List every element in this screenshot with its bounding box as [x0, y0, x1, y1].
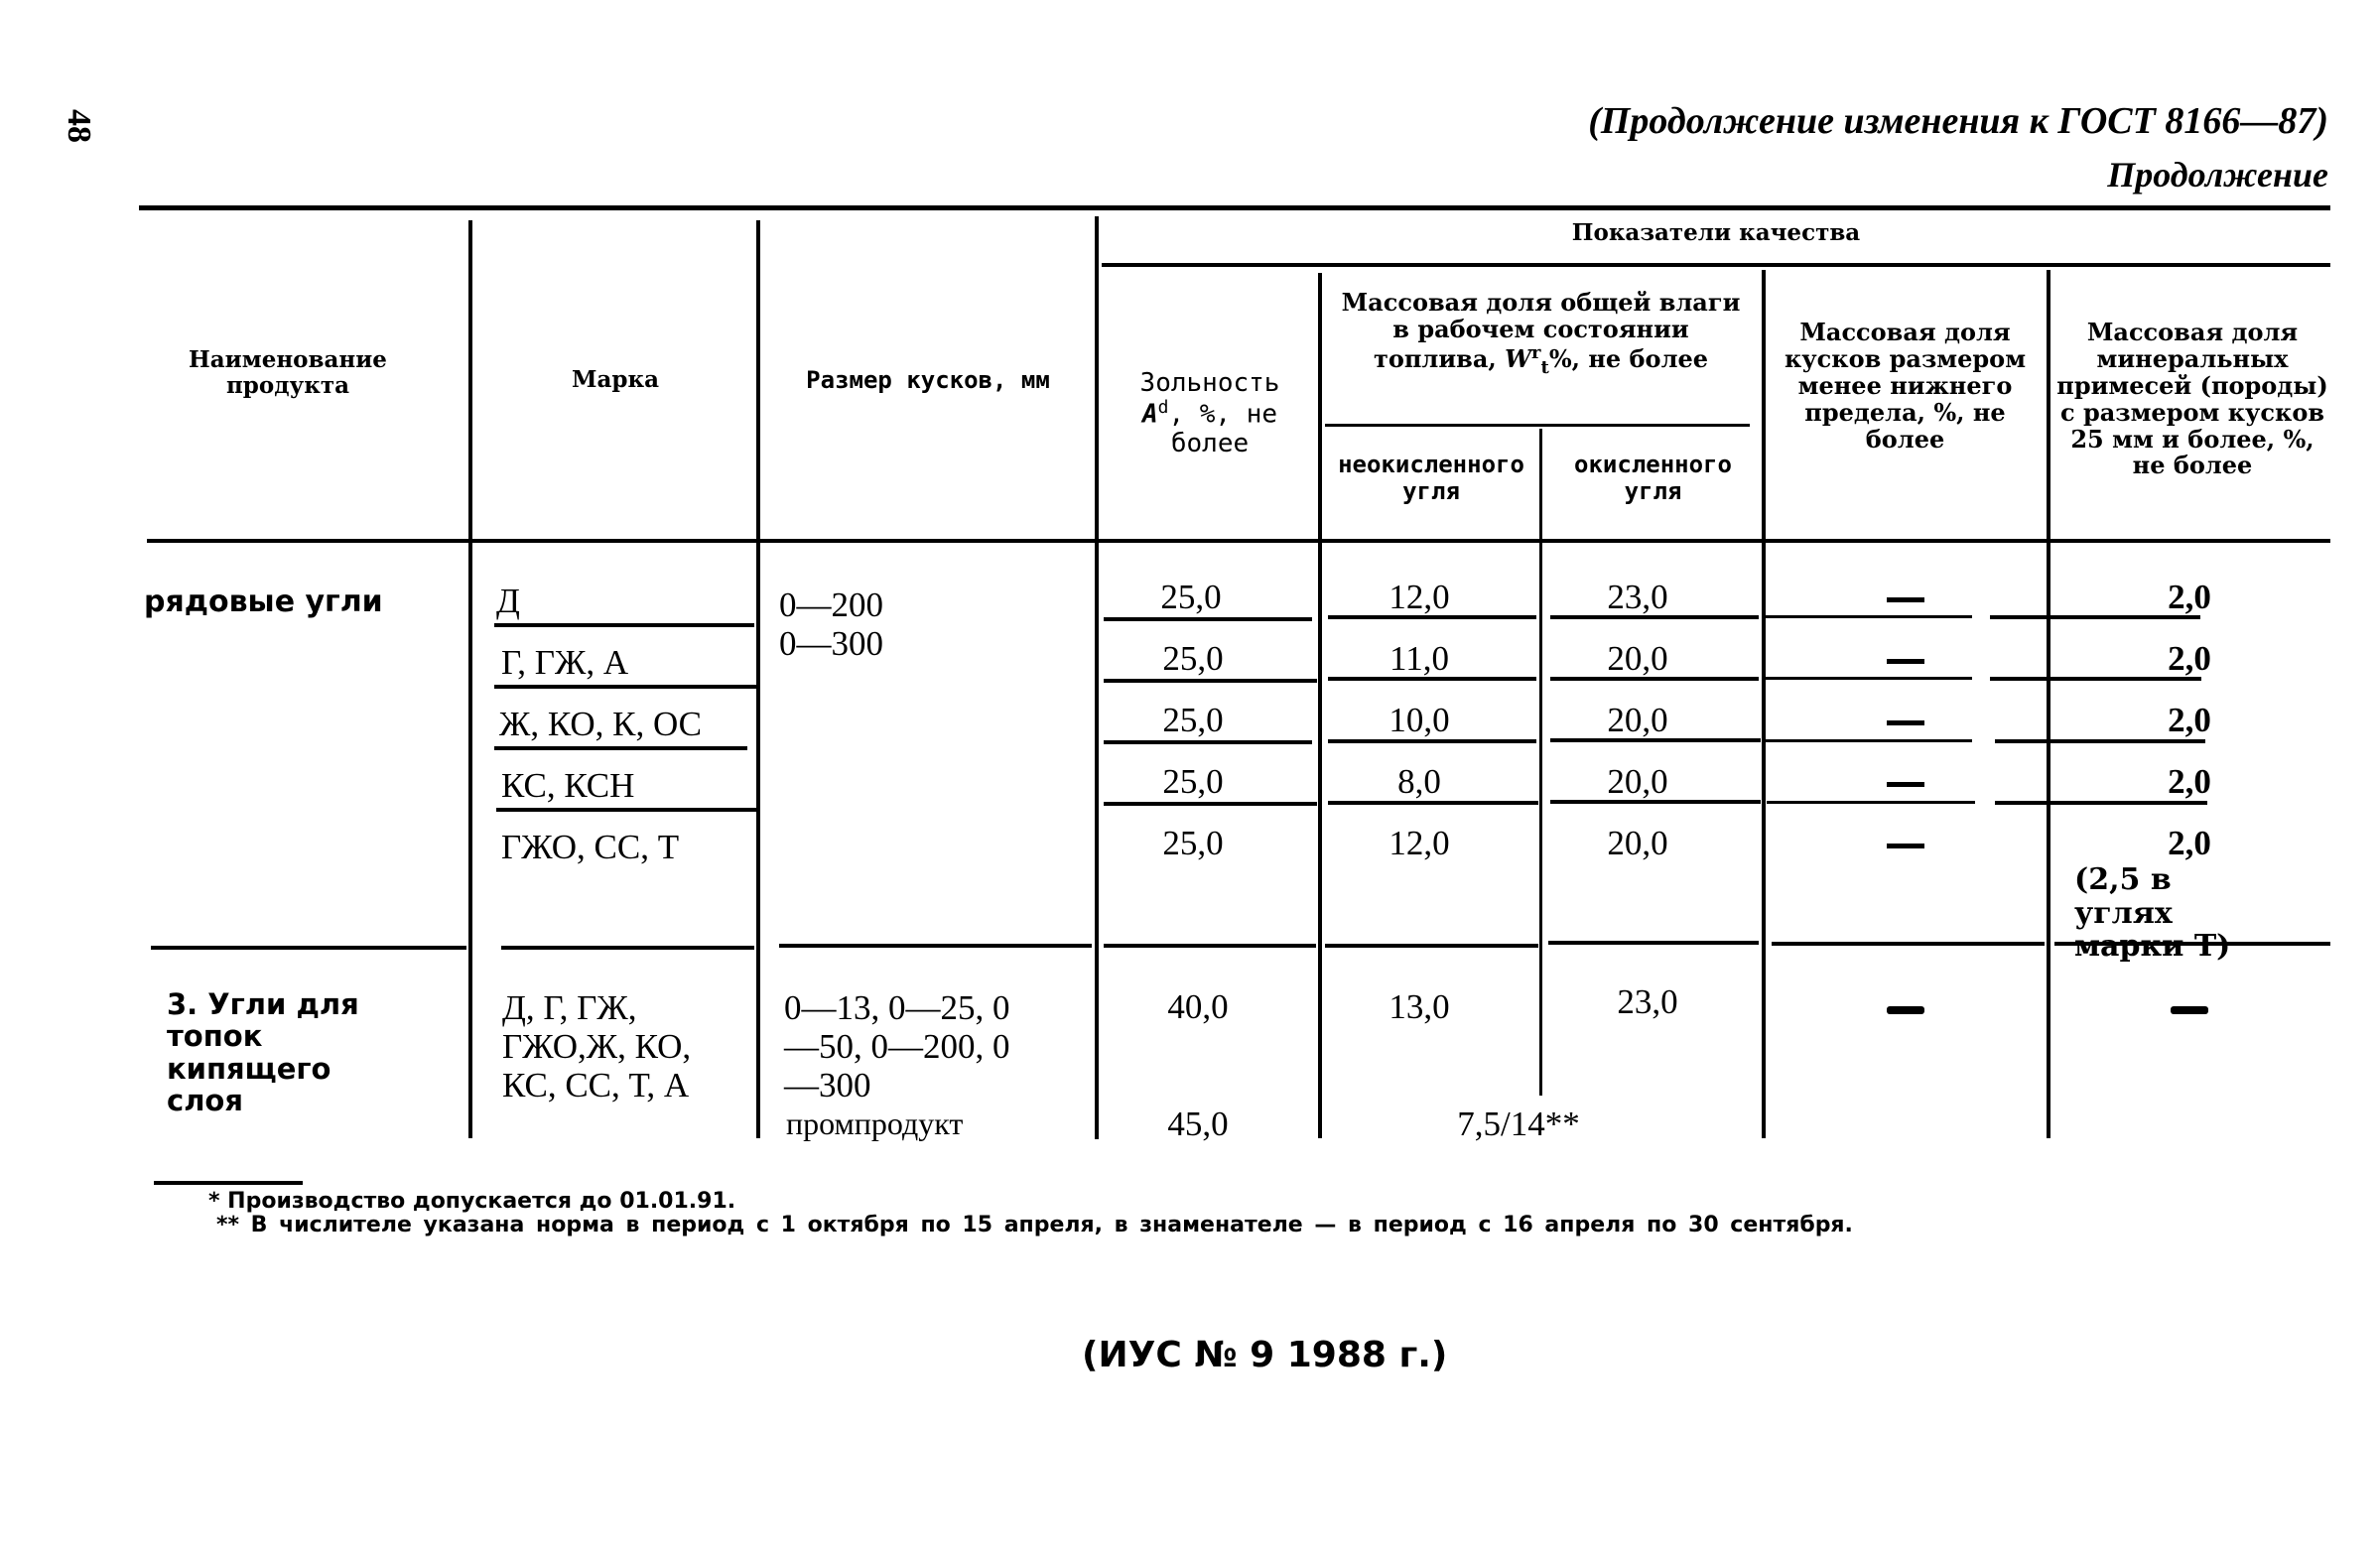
ash-value: 25,0 [1160, 578, 1222, 616]
grade: Ж, КО, К, ОС [499, 705, 703, 743]
table-top-rule [139, 205, 2330, 210]
moisture-unox-value: 11,0 [1389, 639, 1449, 678]
mineral-value: 2,0 [2168, 639, 2211, 678]
header-quality-indicators: Показатели качества [1571, 219, 1861, 246]
dash-icon [1887, 844, 1924, 848]
moisture-unox-value: 8,0 [1397, 762, 1441, 801]
grade: Г, ГЖ, А [501, 643, 629, 682]
dash-icon [1887, 1006, 1924, 1014]
header-ash: Зольность $A^d$, %, не более [1139, 368, 1280, 458]
group2-grades: Д, Г, ГЖ, ГЖО,Ж, КО, КС, СС, Т, А [502, 988, 692, 1105]
moisture-ox-value: 20,0 [1607, 701, 1668, 739]
continuation-label: Продолжение [2107, 155, 2328, 195]
footnote-2: ** В числителе указана норма в период с 1 октября по 15 апреля, в знаменателе — в период с 16 апреля по 30 сентября. [216, 1213, 1853, 1237]
header-moisture-unoxidized: неокисленного угля [1338, 451, 1524, 505]
col-divider-4 [1318, 273, 1322, 1138]
mineral-value: 2,0 [2168, 824, 2211, 862]
header-bottom-rule [147, 539, 2330, 543]
quality-group-rule [1102, 263, 2330, 267]
group2-mineral [2050, 987, 2328, 1026]
footnote-rule [154, 1181, 303, 1185]
moisture-ox-value: 23,0 [1607, 578, 1668, 616]
dash-icon [1887, 782, 1924, 787]
group2-product: 3. Угли для топок кипящего слоя [167, 987, 359, 1118]
footnote-1: * Производство допускается до 01.01.91. [208, 1189, 736, 1214]
col-divider-6 [1762, 270, 1766, 1138]
header-moisture-oxidized: окисленного угля [1574, 451, 1732, 505]
moisture-ox-value: 20,0 [1607, 824, 1668, 862]
source-reference: (ИУС № 9 1988 г.) [1082, 1335, 1448, 1375]
grade: ГЖО, СС, Т [501, 828, 680, 866]
moisture-sub-rule [1325, 424, 1750, 427]
page-number: 48 [61, 109, 97, 143]
col-divider-5 [1539, 429, 1542, 1096]
dash-icon [2171, 1006, 2208, 1014]
undersize-value [1767, 762, 2045, 801]
group2-subrow-size: промпродукт [786, 1105, 964, 1141]
grade: КС, КСН [501, 766, 635, 805]
mineral-value: 2,0 [2168, 701, 2211, 739]
dash-icon [1887, 659, 1924, 664]
moisture-unox-value: 12,0 [1388, 578, 1450, 616]
header-undersize: Массовая доля кусков размером менее нижнего предела, %, не более [1784, 318, 2027, 454]
header-lump-size: Размер кусков, мм [806, 366, 1050, 394]
undersize-value [1767, 824, 2045, 862]
group2-moisture-ox: 23,0 [1617, 982, 1678, 1021]
header-grade: Марка [572, 366, 659, 393]
moisture-ox-value: 20,0 [1607, 639, 1668, 678]
running-header: (Продолжение изменения к ГОСТ 8166—87) [1588, 100, 2328, 142]
header-mineral-impurities: Массовая доля минеральных примесей (породы) с размером кусков 25 мм и более, %, не более [2056, 318, 2328, 480]
group1-size: 0—200 0—300 [779, 585, 883, 664]
undersize-value [1767, 639, 2045, 678]
mineral-note: (2,5 в углях марки Т) [2074, 862, 2231, 965]
ash-value: 25,0 [1162, 701, 1224, 739]
ash-value: 25,0 [1162, 762, 1224, 801]
group2-subrow-ash: 45,0 [1167, 1104, 1229, 1143]
group2-undersize [1767, 987, 2045, 1026]
moisture-unox-value: 10,0 [1388, 701, 1450, 739]
group2-subrow-moisture: 7,5/14** [1457, 1104, 1580, 1143]
header-moisture: Массовая доля общей влаги в рабочем состоянии топлива, $W^r_t\%$, не более [1341, 288, 1741, 378]
dash-icon [1887, 597, 1924, 602]
dash-icon [1887, 720, 1924, 725]
group2-sizes: 0—13, 0—25, 0—50, 0—200, 0—300 [784, 988, 1010, 1105]
undersize-value [1767, 578, 2045, 616]
col-divider-1 [468, 220, 472, 1138]
group2-ash: 40,0 [1167, 987, 1229, 1026]
grade: Д [496, 582, 520, 620]
ash-value: 25,0 [1162, 639, 1224, 678]
group1-product: рядовые угли [144, 585, 383, 619]
mineral-value: 2,0 [2168, 578, 2211, 616]
group2-moisture-unox: 13,0 [1388, 987, 1450, 1026]
ash-value: 25,0 [1162, 824, 1224, 862]
moisture-ox-value: 20,0 [1607, 762, 1668, 801]
header-product-name: Наименование продукта [189, 346, 387, 399]
moisture-unox-value: 12,0 [1388, 824, 1450, 862]
col-divider-3 [1095, 216, 1099, 1139]
mineral-value: 2,0 [2168, 762, 2211, 801]
undersize-value [1767, 701, 2045, 739]
